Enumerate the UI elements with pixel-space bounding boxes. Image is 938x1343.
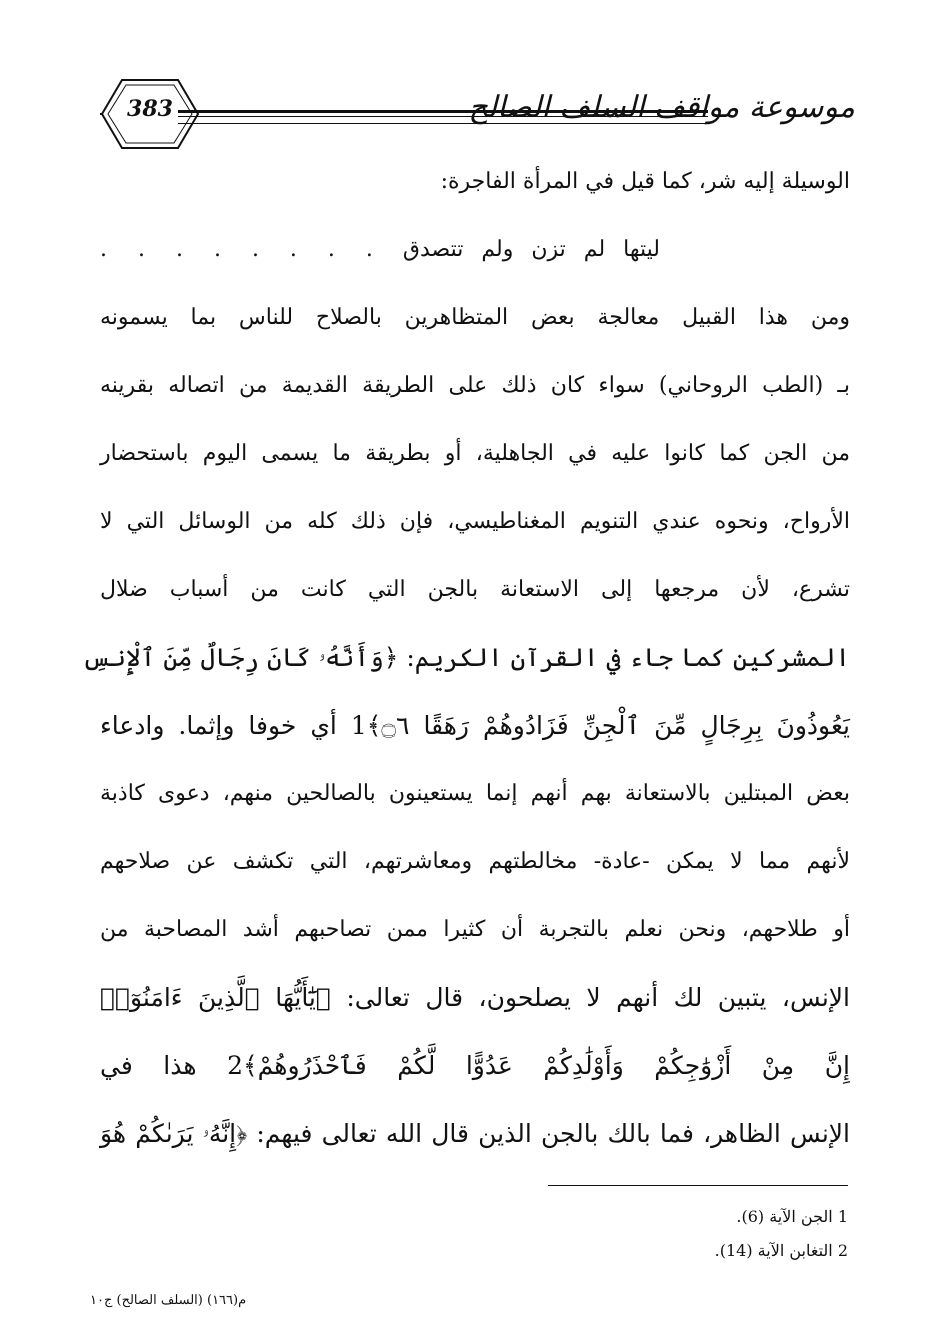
footnote-2: 2 التغابن الآية (14). xyxy=(714,1241,848,1260)
body-text xyxy=(82,148,850,1168)
poem-line xyxy=(100,216,850,284)
poem-ellipsis: . . . . . . . . xyxy=(100,237,385,262)
body-line-1: الوسيلة إليه شر، كما قيل في المرأة الفاجرة: xyxy=(440,169,850,194)
body-line-3: بـ (الطب الروحاني) سواء كان ذلك على الطريقة القديمة من اتصاله بقرينه xyxy=(100,373,850,398)
body-line-13: إِنَّ مِنْ أَزْوَٰجِكُمْ وَأَوْلَٰدِكُمْ عَدُوًّا لَّكُمْ فَٱحْذَرُوهُمْ﴾2 هذا في xyxy=(100,1051,850,1080)
body-line-11: أو طلاحهم، ونحن نعلم بالتجربة أن كثيرا ممن تصاحبهم أشد المصاحبة من xyxy=(100,917,850,942)
body-line-2: ومن هذا القبيل معالجة بعض المتظاهرين بالصلاح للناس بما يسمونه xyxy=(100,305,850,330)
footnotes xyxy=(548,1185,848,1268)
page-number: 383 xyxy=(127,96,173,122)
series-title: موسوعة مواقف السلف الصالح xyxy=(468,90,855,125)
body-line-14: الإنس الظاهر، فما بالك بالجن الذين قال الله تعالى فيهم: ﴿إِنَّهُۥ يَرَىٰكُمْ هُوَ xyxy=(100,1119,850,1148)
body-line-6: تشرع، لأن مرجعها إلى الاستعانة بالجن التي كانت من أسباب ضلال xyxy=(100,577,850,602)
footnote-1: 1 الجن الآية (6). xyxy=(736,1207,848,1226)
poem-verse: ليتها لم تزن ولم تتصدق xyxy=(402,237,660,262)
page-header xyxy=(100,78,855,158)
body-line-4: من الجن كما كانوا عليه في الجاهلية، أو بطريقة ما يسمى اليوم باستحضار xyxy=(100,441,850,466)
edition-mark: م(١٦٦) (السلف الصالح) ج١٠ xyxy=(90,1293,247,1308)
body-line-7: المشركين كما جاء في القرآن الكريم: ﴿وَأَنَّهُۥ كَانَ رِجَالٌ مِّنَ ٱلْإِنسِ xyxy=(82,643,850,672)
body-line-5: الأرواح، ونحوه عندي التنويم المغناطيسي، فإن ذلك كله من الوسائل التي لا xyxy=(100,509,850,534)
body-line-12: الإنس، يتبين لك أنهم لا يصلحون، قال تعالى: ﴿يَٰٓأَيُّهَا ٱلَّذِينَ ءَامَنُوٓا۟ xyxy=(100,983,850,1012)
body-line-8: يَعُوذُونَ بِرِجَالٍ مِّنَ ٱلْجِنِّ فَزَادُوهُمْ رَهَقًا ۝٦﴾1 أي خوفا وإثما. وادعاء xyxy=(100,711,850,740)
body-line-9: بعض المبتلين بالاستعانة بهم أنهم إنما يستعينون بالصالحين منهم، دعوى كاذبة xyxy=(100,781,850,806)
body-line-10: لأنهم مما لا يمكن -عادة- مخالطتهم ومعاشرتهم، التي تكشف عن صلاحهم xyxy=(100,849,850,874)
